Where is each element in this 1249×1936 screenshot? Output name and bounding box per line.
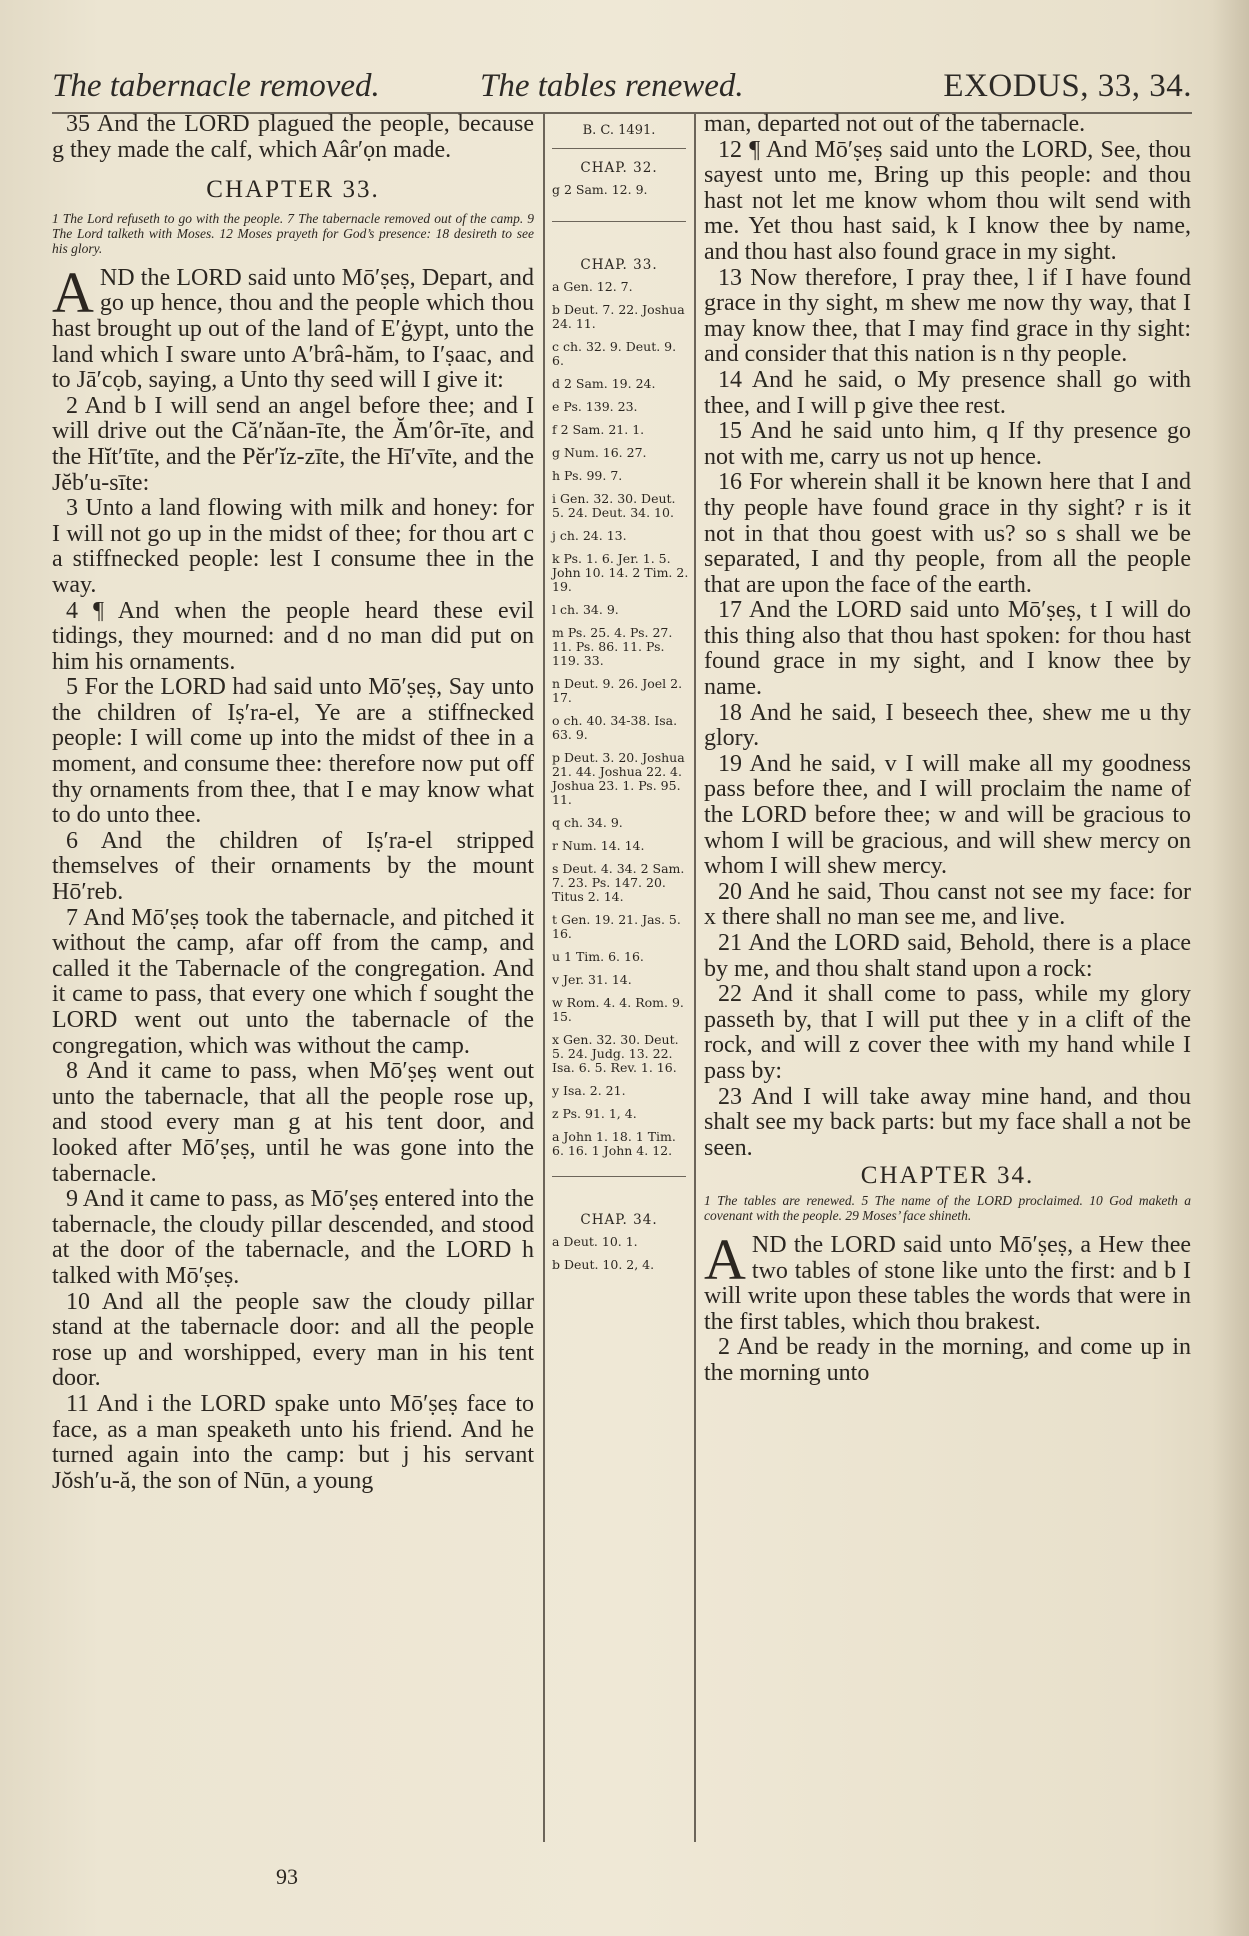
cross-reference: a Deut. 10. 1. xyxy=(552,1234,638,1249)
right-text-column xyxy=(704,112,1191,1387)
header-middle-title: The tables renewed. xyxy=(480,68,744,104)
verse-33-16: 16 For wherein shall it be known here that I and thy people have found grace in thy sight? r is it not in that thou goest with us? so s shall we be separated, I and thy people, from all the people that are upon the face of the earth. xyxy=(704,469,1191,598)
ref-chap-33: CHAP. 33. xyxy=(580,257,658,273)
cross-reference: t Gen. 19. 21. Jas. 5. 16. xyxy=(552,912,681,941)
verse-33-14: 14 And he said, o My presence shall go with thee, and I will p give thee rest. xyxy=(704,366,1191,419)
verse-32-35: 35 And the LORD plagued the people, because g they made the calf, which Aâr′ọn made. xyxy=(52,111,534,163)
cross-reference: l ch. 34. 9. xyxy=(552,602,619,617)
cross-reference: p Deut. 3. 20. Joshua 21. 44. Joshua 22. 4. Joshua 23. 1. Ps. 95. 11. xyxy=(552,750,685,807)
drop-cap: A xyxy=(704,1226,746,1292)
ref-chap-32: CHAP. 32. xyxy=(580,160,658,176)
cross-reference: g 2 Sam. 12. 9. xyxy=(552,182,648,197)
cross-reference: w Rom. 4. 4. Rom. 9. 15. xyxy=(552,995,684,1024)
verse-33-13: 13 Now therefore, I pray thee, l if I have found grace in thy sight, m shew me now thy way, that I may know thee, that I may find grace in thy sight: and consider that this nation is n thy people. xyxy=(704,264,1191,368)
verse-33-22: 22 And it shall come to pass, while my glory passeth by, that I will put thee y in a clift of the rock, and will z cover thee with my hand while I pass by: xyxy=(704,981,1191,1084)
verse-33-11-continued: man, departed not out of the tabernacle. xyxy=(704,111,1086,137)
cross-reference: j ch. 24. 13. xyxy=(552,528,627,543)
cross-reference: u 1 Tim. 6. 16. xyxy=(552,949,644,964)
cross-reference: b Deut. 10. 2, 4. xyxy=(552,1257,655,1272)
cross-reference: a Gen. 12. 7. xyxy=(552,279,633,294)
verse-33-17: 17 And the LORD said unto Mō′ṣeṣ, t I will do this thing also that thou hast spoken: for thou hast found grace in my sight, and I know thee by name. xyxy=(704,597,1191,701)
ref-chap-34: CHAP. 34. xyxy=(580,1212,658,1228)
column-divider-right xyxy=(694,112,696,1842)
cross-reference: z Ps. 91. 1, 4. xyxy=(552,1106,637,1121)
chapter-34-heading: CHAPTER 34. xyxy=(860,1162,1035,1190)
verse-33-18: 18 And he said, I beseech thee, shew me u thy glory. xyxy=(704,699,1191,752)
chapter-33-heading: CHAPTER 33. xyxy=(206,176,380,204)
verse-33-10: 10 And all the people saw the cloudy pillar stand at the tabernacle door: and all the people rose up and worshipped, every man in his tent door. xyxy=(52,1288,534,1392)
verse-33-6: 6 And the children of Iṣ′ra-el stripped themselves of their ornaments by the mount Hō′reb. xyxy=(52,827,534,906)
cross-reference: r Num. 14. 14. xyxy=(552,838,645,853)
cross-reference: h Ps. 99. 7. xyxy=(552,468,623,483)
verse-33-3: 3 Unto a land flowing with milk and honey: for I will not go up in the midst of thee; for thou art c a stiffnecked people: lest I consume thee in the way. xyxy=(52,495,534,598)
cross-reference: m Ps. 25. 4. Ps. 27. 11. Ps. 86. 11. Ps. 119. 33. xyxy=(552,625,673,668)
cross-reference: b Deut. 7. 22. Joshua 24. 11. xyxy=(552,302,685,331)
verse-33-5: 5 For the LORD had said unto Mō′ṣeṣ, Say unto the children of Iṣ′ra-el, Ye are a stiffnecked people: I will come up into the midst of thee in a moment, and consume thee: therefore now put off thy ornaments from thee, that I e may know what to do unto thee. xyxy=(52,674,534,829)
date-note: B. C. 1491. xyxy=(582,123,656,138)
cross-reference: y Isa. 2. 21. xyxy=(552,1083,626,1098)
verse-34-2: 2 And be ready in the morning, and come up in the morning unto xyxy=(704,1334,1191,1386)
verse-33-2: 2 And b I will send an angel before thee; and I will drive out the Că′năan-īte, the Ăm′ôr-īte, and the Hĭt′tīte, and the Pĕr′ĭz-zīte, the Hī′vīte, and the Jĕb′u-sīte: xyxy=(52,392,534,496)
cross-reference: s Deut. 4. 34. 2 Sam. 7. 23. Ps. 147. 20. Titus 2. 14. xyxy=(552,861,685,904)
verse-33-1-text: ND the LORD said unto Mō′ṣeṣ, Depart, and go up hence, thou and the people which thou hast brought up out of the land of E′ġypt, unto the land which I sware unto A′brâ-hăm, to I′ṣaac, and to Jā′cọb, saying, a Unto thy seed will I give it: xyxy=(52,264,534,394)
verse-33-21: 21 And the LORD said, Behold, there is a place by me, and thou shalt stand upon a rock: xyxy=(704,930,1191,982)
cross-reference: o ch. 40. 34-38. Isa. 63. 9. xyxy=(552,713,678,742)
cross-reference: c ch. 32. 9. Deut. 9. 6. xyxy=(552,339,677,368)
running-header xyxy=(52,62,1192,114)
cross-reference: f 2 Sam. 21. 1. xyxy=(552,422,645,437)
verse-33-20: 20 And he said, Thou canst not see my face: for x there shall no man see me, and live. xyxy=(704,878,1191,931)
cross-reference: d 2 Sam. 19. 24. xyxy=(552,376,656,391)
divider xyxy=(552,148,686,149)
drop-cap: A xyxy=(52,259,94,325)
verse-33-7: 7 And Mō′ṣeṣ took the tabernacle, and pitched it without the camp, afar off from the camp, and called it the Tabernacle of the congregation. And it came to pass, that every one which f sought the LORD went out unto the tabernacle of the congregation, which was without the camp. xyxy=(52,904,534,1059)
header-book-chapter: EXODUS, 33, 34. xyxy=(943,68,1192,104)
cross-reference: g Num. 16. 27. xyxy=(552,445,647,460)
left-text-column xyxy=(52,112,534,1494)
chapter-34-summary: 1 The tables are renewed. 5 The name of the LORD proclaimed. 10 God maketh a covenant with the people. 29 Moses’ face shineth. xyxy=(704,1192,1191,1223)
cross-reference: q ch. 34. 9. xyxy=(552,815,623,830)
verse-33-12: 12 ¶ And Mō′ṣeṣ said unto the LORD, See, thou sayest unto me, Bring up this people: and thou hast not let me know whom thou wilt send with me. Yet thou hast said, k I know thee by name, and thou hast also found grace in my sight. xyxy=(704,136,1191,265)
cross-reference: n Deut. 9. 26. Joel 2. 17. xyxy=(552,676,683,705)
divider xyxy=(552,1176,686,1177)
cross-reference: v Jer. 31. 14. xyxy=(552,972,632,987)
verse-33-8: 8 And it came to pass, when Mō′ṣeṣ went out unto the tabernacle, that all the people rose up, and stood every man g at his tent door, and looked after Mō′ṣeṣ, until he was gone into the tabernacle. xyxy=(52,1058,534,1187)
cross-reference: a John 1. 18. 1 Tim. 6. 16. 1 John 4. 12. xyxy=(552,1129,676,1158)
cross-reference: e Ps. 139. 23. xyxy=(552,399,638,414)
verse-33-1 xyxy=(52,259,534,394)
verse-34-1 xyxy=(704,1226,1191,1335)
verse-33-4: 4 ¶ And when the people heard these evil tidings, they mourned: and d no man did put on him his ornaments. xyxy=(52,597,534,675)
page-edge-shadow xyxy=(1212,0,1249,1936)
cross-reference-column xyxy=(548,112,690,1281)
verse-33-23: 23 And I will take away mine hand, and thou shalt see my back parts: but my face shall a not be seen. xyxy=(704,1083,1191,1161)
verse-33-15: 15 And he said unto him, q If thy presence go not with me, carry us not up hence. xyxy=(704,418,1191,470)
verse-34-1-text: ND the LORD said unto Mō′ṣeṣ, a Hew thee two tables of stone like unto the first: and b I will write upon these tables the words that were in the first tables, which thou brakest. xyxy=(704,1231,1191,1335)
cross-reference: i Gen. 32. 30. Deut. 5. 24. Deut. 34. 10. xyxy=(552,491,676,520)
divider xyxy=(552,221,686,222)
verse-33-9: 9 And it came to pass, as Mō′ṣeṣ entered into the tabernacle, the cloudy pillar descended, and stood at the door of the tabernacle, and the LORD h talked with Mō′ṣeṣ. xyxy=(52,1186,534,1289)
cross-reference: k Ps. 1. 6. Jer. 1. 5. John 10. 14. 2 Tim. 2. 19. xyxy=(552,551,689,594)
header-left-title: The tabernacle removed. xyxy=(52,68,380,104)
page-number: 93 xyxy=(276,1864,298,1889)
column-divider-left xyxy=(543,112,545,1842)
verse-33-19: 19 And he said, v I will make all my goodness pass before thee, and I will proclaim the name of the LORD before thee; w and will be gracious to whom I will be gracious, and will shew mercy on whom I will shew mercy. xyxy=(704,750,1191,880)
chapter-33-summary: 1 The Lord refuseth to go with the people. 7 The tabernacle removed out of the camp. 9 The Lord talketh with Moses. 12 Moses prayeth for God’s presence: 18 desireth to see his glory. xyxy=(52,210,534,256)
cross-reference: x Gen. 32. 30. Deut. 5. 24. Judg. 13. 22. Isa. 6. 5. Rev. 1. 16. xyxy=(552,1032,679,1075)
verse-33-11: 11 And i the LORD spake unto Mō′ṣeṣ face to face, as a man speaketh unto his friend. And he turned again into the camp: but j his servant Jŏsh′u-ă, the son of Nūn, a young xyxy=(52,1390,534,1494)
